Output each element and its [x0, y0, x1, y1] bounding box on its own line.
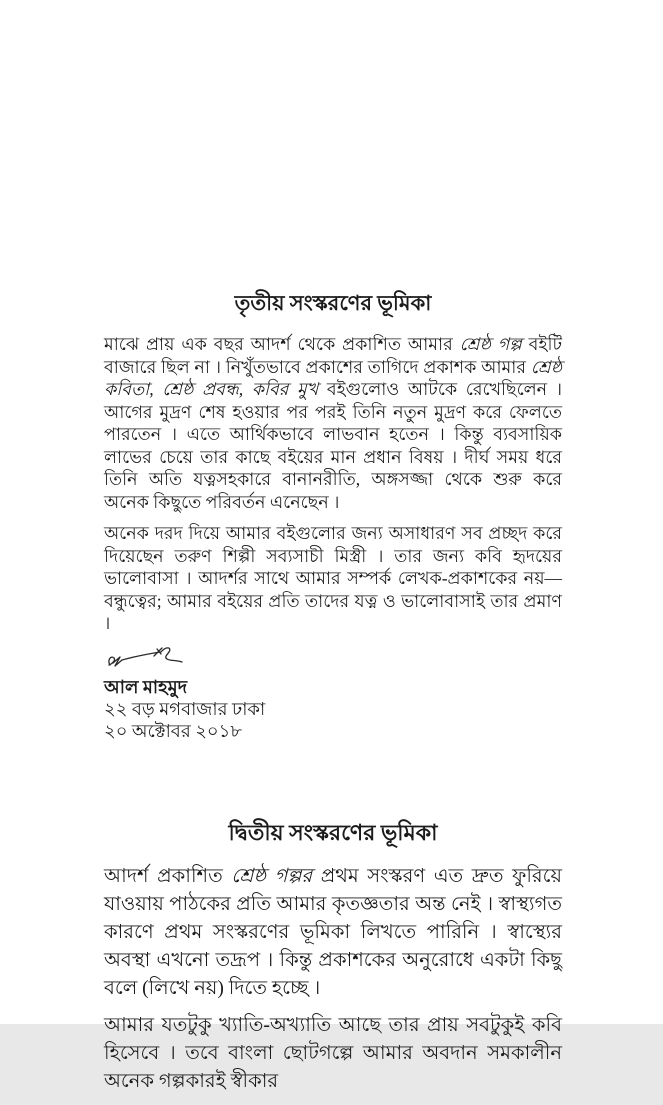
book-title-italic: শ্রেষ্ঠ গল্প [459, 334, 522, 354]
text-segment: বইটি বাজারে ছিল না । নিখুঁতভাবে প্রকাশের তাগিদে প্রকাশক আমার [104, 334, 563, 377]
second-edition-title: দ্বিতীয় সংস্করণের ভূমিকা [228, 819, 438, 845]
preface-date: ২০ অক্টোবর ২০১৮ [104, 720, 242, 741]
page-content [104, 288, 562, 1105]
second-edition-paragraph-1 [104, 863, 562, 1003]
third-edition-paragraph-2: অনেক দরদ দিয়ে আমার বইগুলোর জন্য অসাধারণ সব প্রচ্ছদ করে দিয়েছেন তরুণ শিল্পী সব্যসাচী মিস্ত্রী । তার জন্য কবি হৃদয়ের ভালোবাসা । আদর্শর সাথে আমার সম্পর্ক লেখক-প্রকাশকের নয়— বন্ধুত্বের; আমার বইয়ের প্রতি তাদের যত্ন ও ভালোবাসাই তার প্রমাণ । [104, 523, 562, 633]
preface-third-edition [104, 288, 562, 742]
text-segment: মাঝে প্রায় এক বছর আদর্শ থেকে প্রকাশিত আমার [104, 334, 460, 354]
author-name: আল মাহমুদ [104, 676, 188, 697]
second-edition-paragraph-2: আমার যতটুকু খ্যাতি-অখ্যাতি আছে তার প্রায় সবটুকুই কবি হিসেবে । তবে বাংলা ছোটগল্পে আমার অবদান সমকালীন অনেক গল্পকারই স্বীকার [104, 1014, 562, 1092]
handwritten-signature-icon [104, 644, 188, 672]
text-segment: আদর্শ প্রকাশিত [104, 865, 232, 887]
third-edition-title: তৃতীয় সংস্করণের ভূমিকা [234, 291, 432, 315]
preface-second-edition [104, 818, 562, 1096]
section-divider-space [104, 742, 562, 818]
third-edition-paragraph-1 [104, 333, 562, 513]
author-address: ২২ বড় মগবাজার ঢাকা [104, 698, 266, 719]
text-segment: প্রথম সংস্করণ এত দ্রুত ফুরিয়ে যাওয়ায় পাঠকের প্রতি আমার কৃতজ্ঞতার অন্ত নেই । স্বাস্থ্যগত কারণে প্রথম সংস্করণের ভূমিকা লিখতে পারিনি । স্বাস্থ্যের অবস্থা এখনো তদ্রূপ । কিন্তু প্রকাশকের অনুরোধে একটা কিছু বলে (লিখে নয়) দিতে হচ্ছে । [104, 865, 562, 999]
signature-image [104, 644, 562, 672]
text-segment: বইগুলোও আটকে রেখেছিলেন । আগের মুদ্রণ শেষ হওয়ার পর পরই তিনি নতুন মুদ্রণ করে ফেলতে পারতেন । এতে আর্থিকভাবে লাভবান হতেন । কিন্তু ব্যবসায়িক লাভের চেয়ে তার কাছে বইয়ের মান প্রধান বিষয় । দীর্ঘ সময় ধরে তিনি অতি যত্নসহকারে বানানরীতি, অঙ্গসজ্জা থেকে শুরু করে অনেক কিছুতে পরিবর্তন এনেছেন । [104, 379, 562, 512]
book-title-italic: শ্রেষ্ঠ গল্পর [231, 865, 313, 887]
book-titles-italic: শ্রেষ্ঠ কবিতা, শ্রেষ্ঠ প্রবন্ধ, কবির মুখ [104, 356, 562, 399]
